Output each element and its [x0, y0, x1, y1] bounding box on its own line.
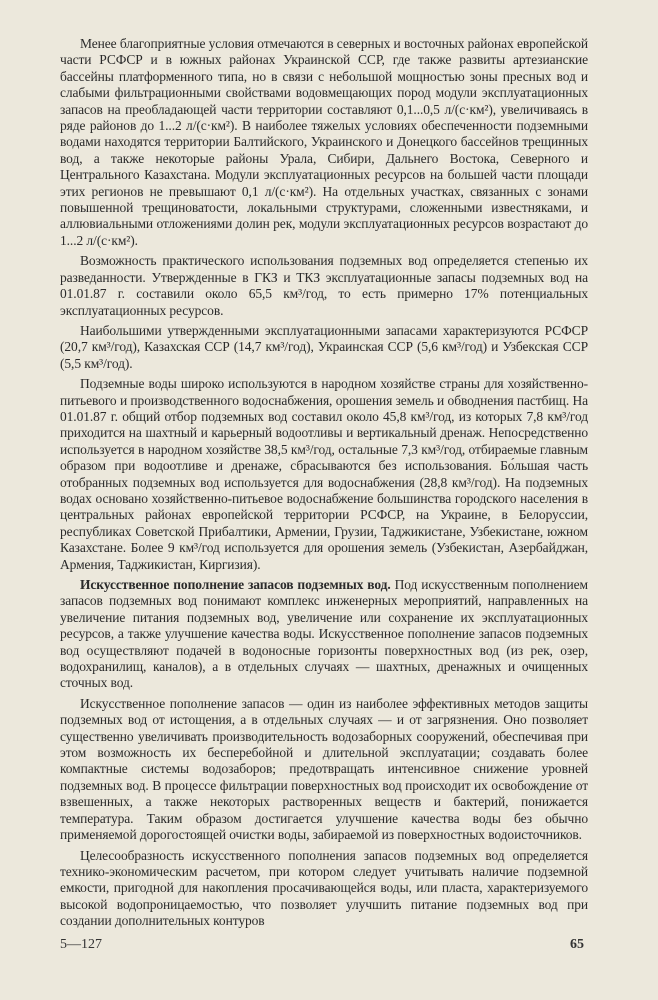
paragraph-1: Менее благоприятные условия отмечаются в северных и восточных районах европейской части РСФСР и в южных районах Украинской ССР, где также развиты артезианские бассейны платформенного типа, но в связи с небольшой мощностью зоны пресных вод и слабыми фильтрационными свойствами водовмещающих пород модули эксплуатационных запасов на преобладающей части территории составляют 0,1...0,5 л/(с·км²), увеличиваясь в ряде районов до 1...2 л/(с·км²). В наиболее тяжелых условиях обеспеченности подземными водами находятся территории Балтийского, Украинского и Донецкого бассейнов трещинных вод, а также некоторые районы Урала, Сибири, Дальнего Востока, Северного и Центрального Казахстана. Модули эксплуатационных ресурсов на большей части площади этих регионов не превышают 0,1 л/(с·км²). На отдельных участках, связанных с зонами повышенной трещиноватости, локальными структурами, сложенными известняками, и аллювиальными отложениями долин рек, модули эксплуатационных ресурсов возрастают до 1...2 л/(с·км²).	[60, 36, 588, 248]
paragraph-5-section-start: Искусственное пополнение запасов подземных вод. Под искусственным пополнением запасов подземных вод понимают комплекс инженерных мероприятий, направленных на увеличение питания подземных вод, увеличение или сохранение их эксплуатационных ресурсов, а также улучшение качества воды. Искусственное пополнение запасов подземных вод осуществляют подачей в водоносные горизонты поверхностных вод (из рек, озер, водохранилищ, каналов), а в отдельных случаях — шахтных, дренажных и очищенных сточных вод.	[60, 577, 589, 691]
printer-signature: 5—127	[60, 937, 102, 952]
paragraph-4: Подземные воды широко используются в народном хозяйстве страны для хозяйственно-питьевого и производственного водоснабжения, орошения земель и обводнения пастбищ. На 01.01.87 г. общий отбор подземных вод составил около 45,8 км³/год, из которых 7,8 км³/год приходится на шахтный и карьерный водоотливы и вертикальный дренаж. Непосредственно используется в народном хозяйстве 38,5 км³/год, остальные 7,3 км³/год, отбираемые главным образом при водоотливе и дренаже, сбрасываются без использования. Бо́льшая часть отобранных подземных вод используется для водоснабжения (28,8 км³/год). На подземных водах основано хозяйственно-питьевое водоснабжение большинства городского населения в центральных районах европейской территории РСФСР, на Украине, в Белоруссии, республиках Советской Прибалтики, Армении, Грузии, Таджикистане, Узбекистане, южном Казахстане. Более 9 км³/год используется для орошения земель (Узбекистан, Азербайджан, Армения, Таджикистан, Киргизия).	[60, 376, 588, 572]
page-number: 65	[570, 937, 584, 952]
body-text	[60, 36, 588, 934]
section-heading: Искусственное пополнение запасов подземных вод.	[80, 577, 391, 592]
paragraph-2: Возможность практического использования подземных вод определяется степенью их разведанности. Утвержденные в ГКЗ и ТКЗ эксплуатационные запасы подземных вод на 01.01.87 г. составили около 65,5 км³/год, то есть примерно 17% потенциальных эксплуатационных ресурсов.	[60, 253, 588, 318]
paragraph-6: Искусственное пополнение запасов — один из наиболее эффективных методов защиты подземных вод от истощения, а в отдельных случаях — и от загрязнения. Оно позволяет существенно увеличивать производительность водозаборных сооружений, обеспечивая при этом возможность их бесперебойной и длительной эксплуатации; создавать более компактные системы водозаборов; предотвращать интенсивное снижение уровней подземных вод. В процессе фильтрации поверхностных вод происходит их освобождение от взвешенных, а также некоторых растворенных веществ и бактерий, понижается температура. Таким образом достигается улучшение качества воды без обычно применяемой дорогостоящей очистки воды, забираемой из поверхностных водоисточников.	[60, 695, 588, 843]
paragraph-3: Наибольшими утвержденными эксплуатационными запасами характеризуются РСФСР (20,7 км³/год), Казахская ССР (14,7 км³/год), Украинская ССР (5,6 км³/год) и Узбекская ССР (5,5 км³/год).	[60, 322, 588, 371]
paragraph-7: Целесообразность искусственного пополнения запасов подземных вод определяется технико-экономическим расчетом, при котором следует учитывать наличие подземной емкости, пригодной для накопления просачивающейся воды, или пласта, характеризуемого высокой водопроницаемостью, что позволяет улучшить питание подземных вод при создании дополнительных контуров	[60, 847, 588, 929]
